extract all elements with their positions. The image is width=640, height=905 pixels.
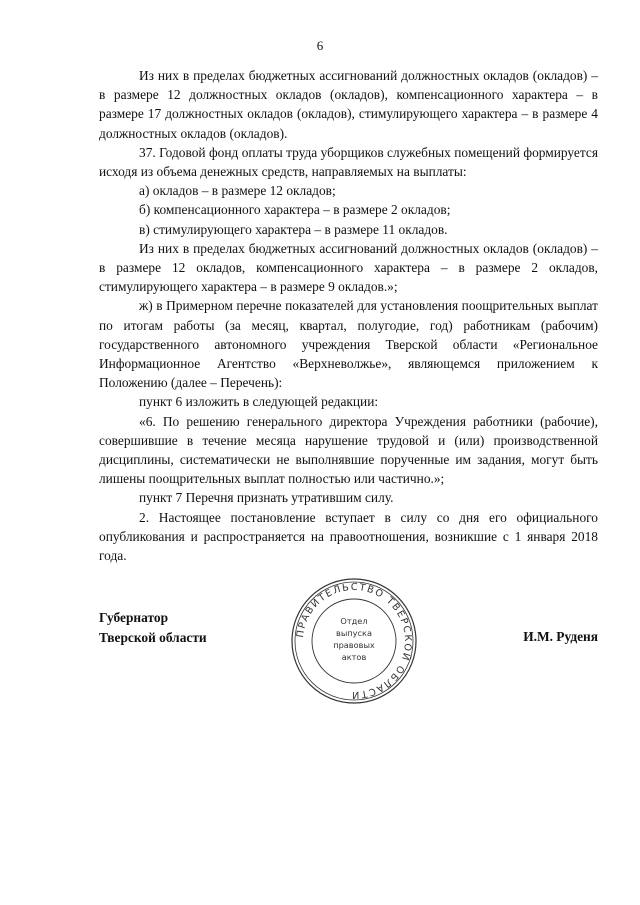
paragraph: пункт 6 изложить в следующей редакции: [139, 394, 379, 410]
stamp-ring-text: ПРАВИТЕЛЬСТВО ТВЕРСКОЙ ОБЛАСТИ [294, 581, 414, 701]
paragraph: Из них в пределах бюджетных ассигнований должностных окладов (окладов) – в размере 12 должностных окладов (окладов), компенсационного характера – в размере 17 должностных окладов (окладов), стимулирующего характера – в размере 4 должностных окладов (окладов). [99, 68, 598, 141]
stamp-center-line: Отдел [340, 616, 368, 626]
signatory-title-line: Тверской области [99, 630, 207, 645]
stamp-center-line: актов [341, 652, 367, 662]
paragraph: Из них в пределах бюджетных ассигнований должностных окладов (окладов) – в размере 12 окладов, компенсационного характера – в размере 2 окладов, стимулирующего характера – в размере 9 окладов.»; [99, 240, 598, 295]
paragraph: «6. По решению генерального директора Учреждения работники (рабочие), совершившие в течение месяца нарушение трудовой и (или) производственной дисциплины, систематически не выполнявшие порученные им задания, могут быть лишены поощрительных выплат полностью или частично.»; [99, 413, 598, 487]
signatory-title-line: Губернатор [99, 610, 169, 625]
paragraph: пункт 7 Перечня признать утратившим силу. [139, 490, 394, 506]
paragraph: б) компенсационного характера – в размере 2 окладов; [139, 202, 451, 218]
stamp-graphic [289, 576, 419, 706]
paragraph: а) окладов – в размере 12 окладов; [139, 183, 336, 199]
paragraph: ж) в Примерном перечне показателей для установления поощрительных выплат по итогам работы (за месяц, квартал, полугодие, год) работникам (рабочим) государственного автономного учреждения Тверской области «Региональное Информационное Агентство «Верхневолжье», являющемся приложением к Положению (далее – Перечень): [99, 298, 598, 391]
stamp-center-line: правовых [333, 640, 375, 650]
official-stamp [289, 576, 419, 706]
paragraph: в) стимулирующего характера – в размере 11 окладов. [139, 221, 448, 237]
stamp-center-line: выпуска [336, 628, 372, 638]
paragraph: 2. Настоящее постановление вступает в силу со дня его официального опубликования и распространяется на правоотношения, возникшие с 1 января 2018 года. [99, 509, 598, 564]
body-text [99, 66, 598, 565]
signatory-title [99, 608, 207, 648]
page-number: 6 [316, 38, 324, 53]
signatory-name: И.М. Руденя [523, 629, 598, 644]
paragraph: 37. Годовой фонд оплаты труда уборщиков служебных помещений формируется исходя из объема денежных средств, направляемых на выплаты: [99, 144, 598, 180]
